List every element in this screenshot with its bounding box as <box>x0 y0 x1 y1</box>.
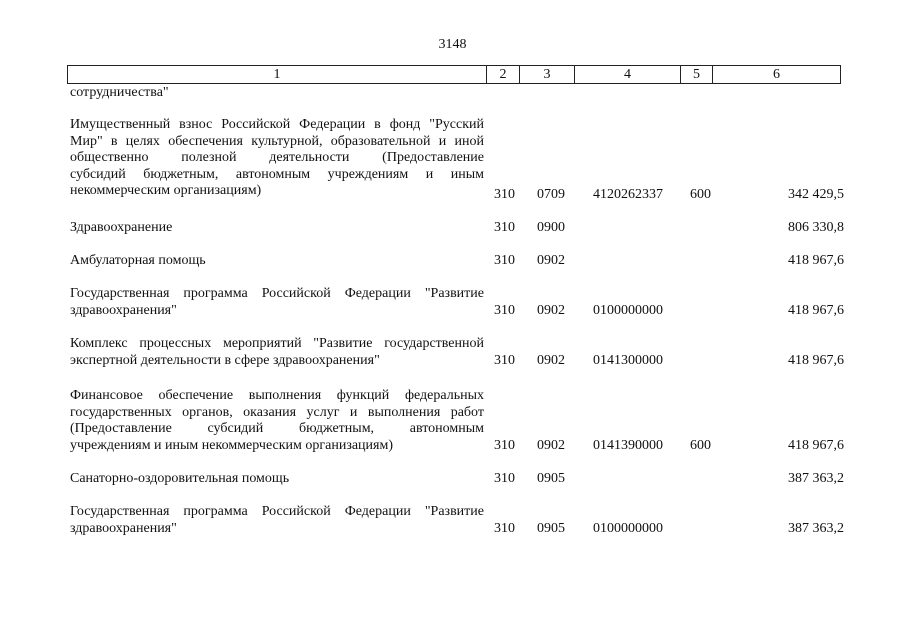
cell-expense-type: 600 <box>690 438 711 453</box>
row-text-line: Санаторно-оздоровительная помощь <box>70 471 290 486</box>
cell-amount: 418 967,6 <box>788 253 844 268</box>
page-number: 3148 <box>438 37 467 52</box>
cell-section-code: 0902 <box>537 438 565 453</box>
cell-ministry-code: 310 <box>494 187 515 202</box>
row-text-line: здравоохранения" <box>70 302 177 318</box>
cell-section-code: 0905 <box>537 471 565 486</box>
cell-ministry-code: 310 <box>494 220 515 235</box>
table-row-description <box>70 471 484 488</box>
column-header-row <box>68 66 841 84</box>
column-header-table <box>67 65 841 84</box>
column-header-1: 1 <box>68 66 487 84</box>
cell-amount: 418 967,6 <box>788 353 844 368</box>
row-text-line: экспертной деятельности в сфере здравоохранения" <box>70 352 380 368</box>
table-row-description <box>70 220 484 237</box>
cell-ministry-code: 310 <box>494 253 515 268</box>
row-text-line: общественно полезной деятельности (Предоставление <box>70 150 484 165</box>
cell-target-article: 0141300000 <box>593 353 663 368</box>
table-row-description <box>70 336 484 369</box>
row-text-line: некоммерческим организациям) <box>70 183 262 198</box>
row-text-line: Здравоохранение <box>70 220 173 235</box>
row-text-line: здравоохранения" <box>70 520 177 536</box>
cell-target-article: 0141390000 <box>593 438 663 453</box>
cell-section-code: 0902 <box>537 303 565 318</box>
row-text-line: учреждениям и иным некоммерческим организациям) <box>70 437 394 453</box>
column-header-6: 6 <box>713 66 841 84</box>
cell-amount: 418 967,6 <box>788 303 844 318</box>
row-text-line: Государственная программа Российской Федерации "Развитие <box>70 286 484 301</box>
column-header-5: 5 <box>681 66 713 84</box>
table-row-description <box>70 388 484 454</box>
cell-ministry-code: 310 <box>494 303 515 318</box>
cell-section-code: 0900 <box>537 220 565 235</box>
row-text-line: Государственная программа Российской Федерации "Развитие <box>70 504 484 519</box>
row-text-line: Финансовое обеспечение выполнения функций федеральных <box>70 388 484 403</box>
cell-amount: 418 967,6 <box>788 438 844 453</box>
column-header-3: 3 <box>520 66 575 84</box>
row-text-line: Имущественный взнос Российской Федерации в фонд "Русский <box>70 117 484 132</box>
row-text-line: сотрудничества" <box>70 85 169 100</box>
cell-target-article: 0100000000 <box>593 521 663 536</box>
cell-ministry-code: 310 <box>494 438 515 453</box>
cell-section-code: 0709 <box>537 187 565 202</box>
cell-ministry-code: 310 <box>494 353 515 368</box>
cell-target-article: 0100000000 <box>593 303 663 318</box>
table-row-description <box>70 85 484 102</box>
row-text-line: Комплекс процессных мероприятий "Развитие государственной <box>70 336 484 351</box>
cell-amount: 387 363,2 <box>788 471 844 486</box>
cell-ministry-code: 310 <box>494 471 515 486</box>
row-text-line: (Предоставление субсидий бюджетным, автономным <box>70 421 484 436</box>
cell-expense-type: 600 <box>690 187 711 202</box>
cell-amount: 342 429,5 <box>788 187 844 202</box>
cell-target-article: 4120262337 <box>593 187 663 202</box>
table-row-description <box>70 504 484 537</box>
row-text-line: Мир" в целях обеспечения культурной, образовательной и иной <box>70 133 484 149</box>
cell-section-code: 0905 <box>537 521 565 536</box>
column-header-2: 2 <box>487 66 520 84</box>
cell-section-code: 0902 <box>537 353 565 368</box>
row-text-line: государственных органов, оказания услуг и выполнения работ <box>70 404 484 420</box>
table-row-description <box>70 286 484 319</box>
cell-section-code: 0902 <box>537 253 565 268</box>
cell-ministry-code: 310 <box>494 521 515 536</box>
cell-amount: 806 330,8 <box>788 220 844 235</box>
cell-amount: 387 363,2 <box>788 521 844 536</box>
table-row-description <box>70 117 484 200</box>
table-row-description <box>70 253 484 270</box>
row-text-line: субсидий бюджетным, автономным учреждениям и иным <box>70 166 484 182</box>
row-text-line: Амбулаторная помощь <box>70 253 206 268</box>
column-header-4: 4 <box>575 66 681 84</box>
